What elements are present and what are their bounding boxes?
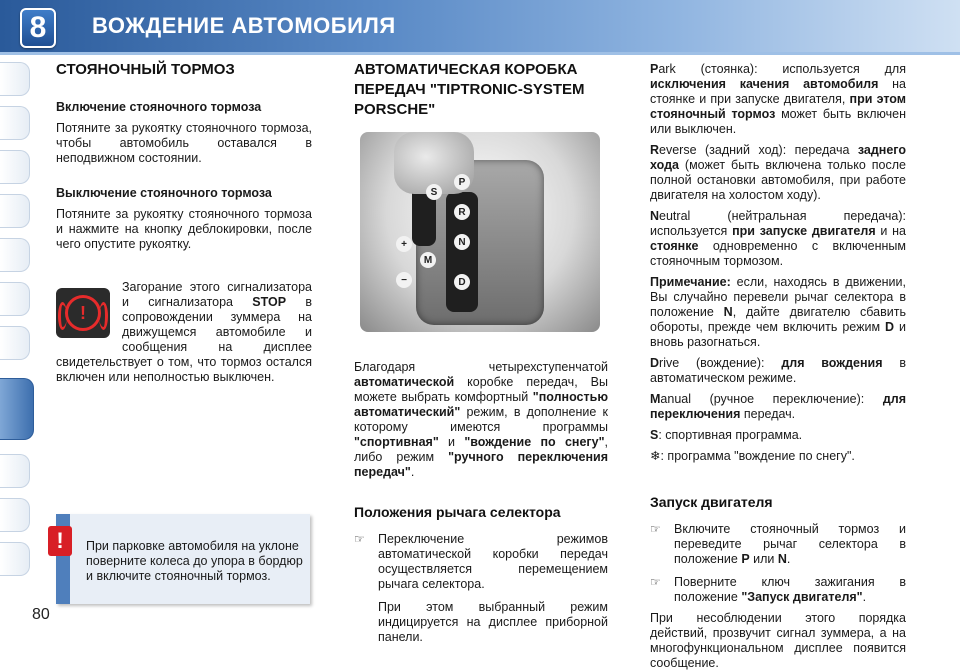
paragraph: Загорание этого сигнализатора и сигнализатора STOP в сопровождении зуммера на движущемся автомобиле и сообщения на дисплее свидетельствует о том, что тормоз остался включен или неполностью выключен. — [56, 280, 312, 384]
chapter-tab[interactable] — [0, 282, 30, 316]
chapter-tab[interactable] — [0, 62, 30, 96]
chapter-tab[interactable] — [0, 150, 30, 184]
gear-label: P — [454, 174, 470, 190]
chapter-tab[interactable] — [0, 238, 30, 272]
snowflake-icon: ❄ — [650, 449, 661, 463]
paragraph: Потяните за рукоятку стояночного тормоза и нажмите на кнопку деблокировки, после чего опустите рукоятку. — [56, 207, 312, 251]
paragraph-manual: Manual (ручное переключение): для переключения передач. — [650, 392, 906, 421]
paragraph-snow: ❄: программа "вождение по снегу". — [650, 449, 855, 463]
gearbox-column — [354, 58, 608, 645]
chapter-title: ВОЖДЕНИЕ АВТОМОБИЛЯ — [92, 13, 396, 38]
paragraph-neutral: Neutral (нейтральная передача): используется при запуске двигателя и на стоянке одновременно с включенным стояночным тормозом. — [650, 209, 906, 268]
parking-brake-column — [56, 58, 312, 385]
paragraph-sport: S: спортивная программа. — [650, 428, 803, 442]
chapter-header — [0, 0, 960, 52]
bullet-item: ☞ Переключение режимов автоматической коробки передач осуществляется перемещением рычага селектора. — [354, 532, 608, 592]
chapter-tab[interactable] — [0, 454, 30, 488]
gear-label: D — [454, 274, 470, 290]
subsection-title: Запуск двигателя — [650, 494, 773, 510]
paragraph-park: Park (стоянка): используется для исключения качения автомобиля на стоянке и при запуске двигателя, при этом стояночный тормоз может быть включен или выключен. — [650, 62, 907, 136]
brake-warning-symbol-icon: ! — [65, 295, 101, 331]
subsection-title: Выключение стояночного тормоза — [56, 186, 272, 200]
section-title: СТОЯНОЧНЫЙ ТОРМОЗ — [56, 61, 235, 78]
chapter-tab-rail — [0, 62, 34, 622]
paragraph: Потяните за рукоятку стояночного тормоза, чтобы автомобиль оставался в неподвижном состоянии. — [56, 121, 312, 165]
chapter-tab[interactable] — [0, 498, 30, 532]
subsection-title: Включение стояночного тормоза — [56, 100, 262, 114]
page-number: 80 — [32, 606, 50, 623]
gear-label: − — [396, 272, 412, 288]
chapter-tab[interactable] — [0, 106, 30, 140]
paragraph: Благодаря четырехступенчатой автоматической коробке передач, Вы можете выбрать комфортный "полностью автоматический" режим, в дополнение к которому имеются программы "спортивная" и "вождение по снегу", либо режим "ручного переключения передач". — [354, 360, 608, 479]
section-title: АВТОМАТИЧЕСКАЯ КОРОБКА ПЕРЕДАЧ "TIPTRONIC-SYSTEM PORSCHE" — [354, 61, 585, 118]
bullet-item: ☞ Поверните ключ зажигания в положение "Запуск двигателя". — [650, 575, 906, 605]
bullet-item: ☞ Включите стояночный тормоз и переведите рычаг селектора в положение P или N. — [650, 522, 906, 567]
paragraph-remark: Примечание: если, находясь в движении, Вы случайно перевели рычаг селектора в положение N, дайте двигателю сбавить обороты, прежде чем включить режим D и вновь разогнаться. — [650, 275, 906, 349]
paragraph-reverse: Reverse (задний ход): передача заднего хода (может быть включена только после полной остановки автомобиля, при работе двигателя на холостом ходу). — [650, 143, 906, 202]
warning-note — [56, 514, 310, 604]
header-divider — [0, 52, 960, 55]
warning-lamp-block — [56, 280, 312, 385]
note-text: При парковке автомобиля на уклоне поверните колеса до упора в бордюр и включите стояночный тормоз. — [86, 539, 303, 583]
gear-label: + — [396, 236, 412, 252]
exclamation-icon: ! — [48, 526, 72, 556]
gear-selector-image — [360, 132, 600, 332]
chapter-tab[interactable] — [0, 326, 30, 360]
paragraph-drive: Drive (вождение): для вождения в автоматическом режиме. — [650, 356, 906, 385]
chapter-number-badge: 8 — [20, 8, 56, 48]
gear-label: M — [420, 252, 436, 268]
gear-label: N — [454, 234, 470, 250]
chapter-tab[interactable] — [0, 542, 30, 576]
chapter-tab[interactable] — [0, 194, 30, 228]
paragraph: При этом выбранный режим индицируется на дисплее приборной панели. — [378, 600, 608, 644]
subsection-title: Положения рычага селектора — [354, 504, 561, 520]
chapter-tab-active[interactable] — [0, 378, 34, 440]
selector-positions-column — [650, 58, 906, 671]
gear-label: R — [454, 204, 470, 220]
brake-warning-lamp-icon — [56, 288, 110, 338]
gear-label: S — [426, 184, 442, 200]
paragraph: При несоблюдении этого порядка действий, прозвучит сигнал зуммера, а на многофункциональном дисплее появится сообщение. — [650, 611, 906, 670]
